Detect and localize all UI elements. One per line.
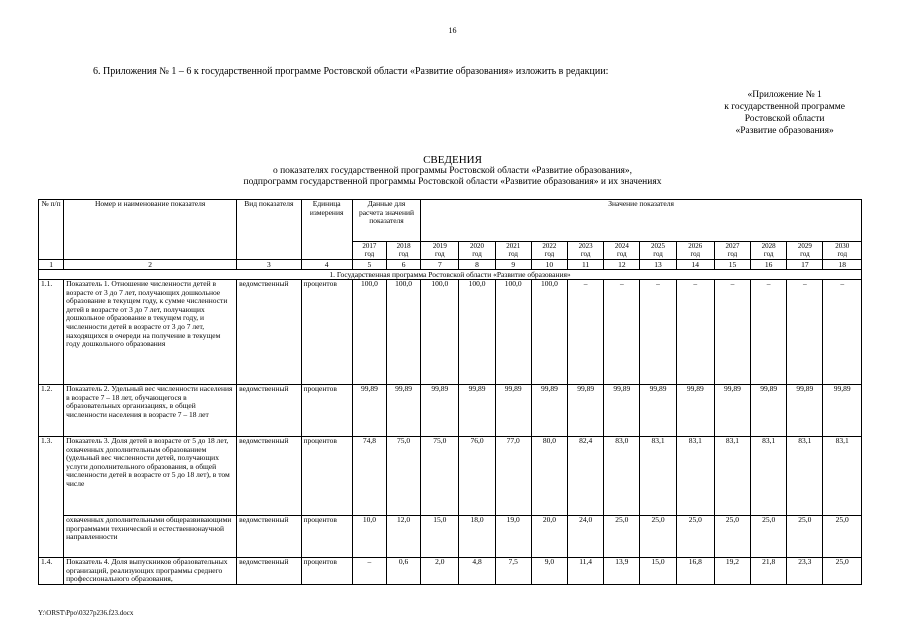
indicator-value: 83,1 bbox=[676, 437, 714, 516]
year-header-cell bbox=[387, 242, 421, 260]
year-word: год bbox=[398, 250, 409, 258]
year-header-cell bbox=[640, 242, 676, 260]
indicator-value: 99,89 bbox=[787, 385, 823, 437]
table-row bbox=[39, 516, 862, 558]
indicator-value: 21,8 bbox=[751, 558, 787, 585]
document-subtitle bbox=[0, 166, 905, 188]
annex-reference bbox=[724, 89, 845, 137]
column-number: 11 bbox=[568, 260, 604, 270]
indicator-value: 100,0 bbox=[421, 280, 459, 385]
year-value: 2025 bbox=[651, 242, 666, 250]
indicator-type: ведомственный bbox=[237, 385, 301, 437]
indicator-value: 15,0 bbox=[421, 516, 459, 558]
indicator-unit: процентов bbox=[301, 385, 352, 437]
year-value: 2021 bbox=[506, 242, 521, 250]
indicator-value: 83,1 bbox=[640, 437, 676, 516]
row-number: 1.3. bbox=[39, 437, 64, 516]
annex-line: Ростовской области bbox=[744, 114, 825, 124]
indicator-unit: процентов bbox=[301, 516, 352, 558]
year-word: год bbox=[364, 250, 375, 258]
year-word: год bbox=[653, 250, 663, 258]
year-header-cell bbox=[459, 242, 495, 260]
indicator-value: 83,1 bbox=[714, 437, 750, 516]
column-number: 4 bbox=[301, 260, 352, 270]
indicator-value: 99,89 bbox=[352, 385, 386, 437]
indicator-value: – bbox=[640, 280, 676, 385]
indicator-value: 99,89 bbox=[421, 385, 459, 437]
indicator-value: 82,4 bbox=[568, 437, 604, 516]
column-number: 18 bbox=[823, 260, 862, 270]
indicator-value: 99,89 bbox=[495, 385, 531, 437]
indicator-value: 100,0 bbox=[352, 280, 386, 385]
year-header-cell bbox=[352, 242, 386, 260]
year-word: год bbox=[690, 250, 701, 258]
indicator-value: 25,0 bbox=[823, 558, 862, 585]
indicator-value: 75,0 bbox=[421, 437, 459, 516]
indicator-unit: процентов bbox=[301, 437, 352, 516]
column-number: 9 bbox=[495, 260, 531, 270]
indicator-value: 74,8 bbox=[352, 437, 386, 516]
year-value: 2029 bbox=[797, 242, 812, 250]
column-number: 17 bbox=[787, 260, 823, 270]
year-header-cell bbox=[714, 242, 750, 260]
year-word: год bbox=[763, 250, 774, 258]
indicator-value: – bbox=[823, 280, 862, 385]
table-row bbox=[39, 558, 862, 585]
year-value: 2030 bbox=[835, 242, 850, 250]
year-header-cell bbox=[531, 242, 567, 260]
year-word: год bbox=[435, 250, 445, 258]
indicator-value: 99,89 bbox=[714, 385, 750, 437]
indicator-value: 25,0 bbox=[823, 516, 862, 558]
indicator-name: Показатель 3. Доля детей в возрасте от 5 до 18 лет, охваченных дополнительным образованием (удельный вес численности детей, получающих услуги дополнительного образования, в общей численности детей в возрасте от 5 до 18 лет), в том числе bbox=[64, 437, 237, 516]
indicator-value: 9,0 bbox=[531, 558, 567, 585]
indicator-value: 80,0 bbox=[531, 437, 567, 516]
indicator-value: 83,1 bbox=[787, 437, 823, 516]
column-number: 7 bbox=[421, 260, 459, 270]
indicator-value: 83,0 bbox=[604, 437, 640, 516]
indicator-value: 16,8 bbox=[676, 558, 714, 585]
year-value: 2020 bbox=[470, 242, 485, 250]
year-header-cell bbox=[787, 242, 823, 260]
intro-paragraph: 6. Приложения № 1 – 6 к государственной программе Ростовской области «Развитие образования» изложить в редакции: bbox=[93, 66, 609, 77]
indicator-value: 100,0 bbox=[387, 280, 421, 385]
indicator-value: 23,3 bbox=[787, 558, 823, 585]
year-value: 2023 bbox=[578, 242, 593, 250]
indicator-value: – bbox=[604, 280, 640, 385]
row-number: 1.4. bbox=[39, 558, 64, 585]
program-title: 1. Государственная программа Ростовской области «Развитие образования» bbox=[39, 270, 862, 280]
indicator-name: охваченных дополнительными общеразвивающими программами технической и естественнонаучной направленности bbox=[64, 516, 237, 558]
indicator-type: ведомственный bbox=[237, 558, 301, 585]
indicator-value: 83,1 bbox=[751, 437, 787, 516]
indicator-value: 99,89 bbox=[387, 385, 421, 437]
indicator-value: 25,0 bbox=[751, 516, 787, 558]
subtitle-line: подпрограмм государственной программы Ростовской области «Развитие образования» и их значениях bbox=[243, 177, 662, 187]
year-word: год bbox=[472, 250, 482, 258]
indicator-name: Показатель 2. Удельный вес численности населения в возрасте 7 – 18 лет, обучающегося в образовательных организациях, в общей численности населения в возрасте 7 – 18 лет bbox=[64, 385, 237, 437]
year-word: год bbox=[800, 250, 810, 258]
year-header-cell bbox=[421, 242, 459, 260]
indicator-value: 10,0 bbox=[352, 516, 386, 558]
year-word: год bbox=[508, 250, 518, 258]
year-value: 2028 bbox=[761, 242, 776, 250]
year-value: 2018 bbox=[396, 242, 411, 250]
header-unit: Единица измерения bbox=[301, 200, 352, 260]
indicator-value: 7,5 bbox=[495, 558, 531, 585]
indicator-value: 19,2 bbox=[714, 558, 750, 585]
indicator-type: ведомственный bbox=[237, 280, 301, 385]
year-header-cell bbox=[676, 242, 714, 260]
header-value: Значение показателя bbox=[421, 200, 862, 242]
column-number: 3 bbox=[237, 260, 301, 270]
indicator-value: 11,4 bbox=[568, 558, 604, 585]
indicator-value: – bbox=[676, 280, 714, 385]
year-header-cell bbox=[604, 242, 640, 260]
indicator-value: – bbox=[787, 280, 823, 385]
page-number: 16 bbox=[448, 26, 457, 35]
indicator-value: 75,0 bbox=[387, 437, 421, 516]
header-type: Вид показателя bbox=[237, 200, 301, 260]
year-header-cell bbox=[568, 242, 604, 260]
indicator-value: 24,0 bbox=[568, 516, 604, 558]
indicator-value: 99,89 bbox=[751, 385, 787, 437]
column-number: 5 bbox=[352, 260, 386, 270]
program-row bbox=[39, 270, 862, 280]
table-row bbox=[39, 280, 862, 385]
indicators-table bbox=[38, 199, 862, 585]
header-num: № п/п bbox=[39, 200, 64, 260]
indicator-value: 2,0 bbox=[421, 558, 459, 585]
header-base: Данные для расчета значений показателя bbox=[352, 200, 420, 242]
table-row bbox=[39, 437, 862, 516]
indicator-value: – bbox=[751, 280, 787, 385]
indicator-value: 99,89 bbox=[568, 385, 604, 437]
column-number: 12 bbox=[604, 260, 640, 270]
indicator-value: 20,0 bbox=[531, 516, 567, 558]
indicator-value: – bbox=[714, 280, 750, 385]
indicator-value: 25,0 bbox=[604, 516, 640, 558]
year-value: 2019 bbox=[432, 242, 447, 250]
indicator-value: 25,0 bbox=[787, 516, 823, 558]
column-number: 6 bbox=[387, 260, 421, 270]
annex-line: к государственной программе bbox=[724, 102, 845, 112]
year-header-cell bbox=[751, 242, 787, 260]
column-number-row bbox=[39, 260, 862, 270]
indicator-value: 99,89 bbox=[531, 385, 567, 437]
indicator-value: 100,0 bbox=[459, 280, 495, 385]
year-header-cell bbox=[495, 242, 531, 260]
year-value: 2026 bbox=[688, 242, 703, 250]
indicator-value: 77,0 bbox=[495, 437, 531, 516]
indicator-value: 99,89 bbox=[640, 385, 676, 437]
column-number: 15 bbox=[714, 260, 750, 270]
year-word: год bbox=[580, 250, 591, 258]
indicator-value: 13,9 bbox=[604, 558, 640, 585]
indicator-value: 25,0 bbox=[714, 516, 750, 558]
column-number: 1 bbox=[39, 260, 64, 270]
header-name: Номер и наименование показателя bbox=[64, 200, 237, 260]
indicator-value: – bbox=[352, 558, 386, 585]
column-number: 2 bbox=[64, 260, 237, 270]
indicator-value: 100,0 bbox=[495, 280, 531, 385]
year-value: 2027 bbox=[725, 242, 740, 250]
column-number: 13 bbox=[640, 260, 676, 270]
indicator-name: Показатель 1. Отношение численности детей в возрасте от 3 до 7 лет, получающих дошкольное образование в текущем году, к сумме численности детей в возрасте от 3 до 7 лет, получающих дошкольное образование в текущем году, и численности детей в возрасте от 3 до 7 лет, находящихся в очереди на получение в текущем году дошкольного образования bbox=[64, 280, 237, 385]
year-word: год bbox=[727, 250, 738, 258]
indicator-value: 4,8 bbox=[459, 558, 495, 585]
indicator-value: 76,0 bbox=[459, 437, 495, 516]
annex-line: «Развитие образования» bbox=[735, 126, 834, 136]
annex-line: «Приложение № 1 bbox=[747, 90, 822, 100]
indicator-value: 99,89 bbox=[459, 385, 495, 437]
column-number: 10 bbox=[531, 260, 567, 270]
year-value: 2024 bbox=[614, 242, 629, 250]
indicator-type: ведомственный bbox=[237, 437, 301, 516]
row-number bbox=[39, 516, 64, 558]
subtitle-line: о показателях государственной программы Ростовской области «Развитие образования», bbox=[272, 166, 633, 176]
row-number: 1.1. bbox=[39, 280, 64, 385]
indicator-value: 12,0 bbox=[387, 516, 421, 558]
indicator-value: 99,89 bbox=[676, 385, 714, 437]
indicator-value: 18,0 bbox=[459, 516, 495, 558]
indicator-value: 99,89 bbox=[604, 385, 640, 437]
indicator-value: 83,1 bbox=[823, 437, 862, 516]
indicator-unit: процентов bbox=[301, 280, 352, 385]
table-row bbox=[39, 385, 862, 437]
indicator-value: 25,0 bbox=[676, 516, 714, 558]
year-word: год bbox=[544, 250, 555, 258]
indicator-name: Показатель 4. Доля выпускников образовательных организаций, реализующих программы среднего профессионального образования, bbox=[64, 558, 237, 585]
indicator-value: 19,0 bbox=[495, 516, 531, 558]
column-number: 14 bbox=[676, 260, 714, 270]
document-title: СВЕДЕНИЯ bbox=[423, 154, 482, 166]
year-value: 2017 bbox=[362, 242, 377, 250]
indicator-value: 15,0 bbox=[640, 558, 676, 585]
year-value: 2022 bbox=[542, 242, 557, 250]
column-number: 8 bbox=[459, 260, 495, 270]
indicator-value: – bbox=[568, 280, 604, 385]
year-word: год bbox=[837, 250, 848, 258]
file-path-footer: Y:\ORST\Ppo\0327p236.f23.docx bbox=[38, 609, 134, 617]
year-header-cell bbox=[823, 242, 862, 260]
indicator-value: 25,0 bbox=[640, 516, 676, 558]
indicator-unit: процентов bbox=[301, 558, 352, 585]
indicator-value: 99,89 bbox=[823, 385, 862, 437]
indicator-value: 0,6 bbox=[387, 558, 421, 585]
row-number: 1.2. bbox=[39, 385, 64, 437]
indicator-value: 100,0 bbox=[531, 280, 567, 385]
year-word: год bbox=[617, 250, 627, 258]
column-number: 16 bbox=[751, 260, 787, 270]
indicator-type: ведомственный bbox=[237, 516, 301, 558]
